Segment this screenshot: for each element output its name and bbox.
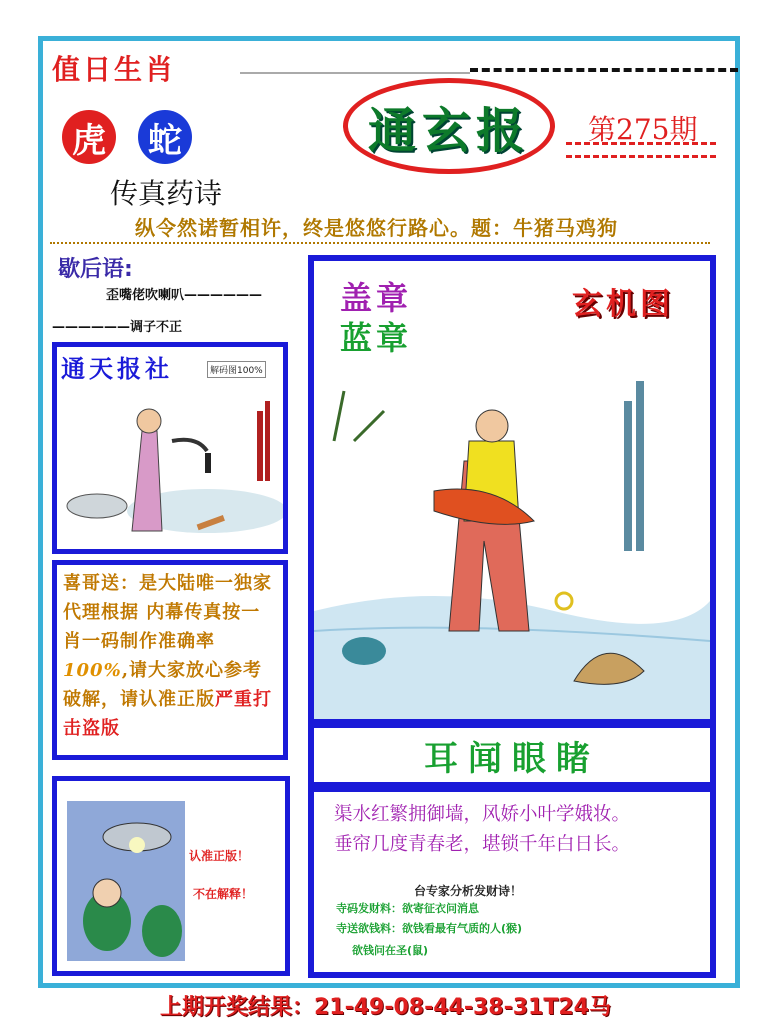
issue-number: 第275期 <box>588 113 698 146</box>
caption-box <box>308 722 716 788</box>
tongtian-tag: 解码图100% <box>207 361 266 378</box>
promo-antipiracy: 严重打击盗版 <box>63 689 272 739</box>
paper-name: 通玄报 <box>367 102 530 159</box>
poem-line-1: 渠水红繁拥御墙，风娇小叶学娥妆。 <box>334 804 631 825</box>
scholar-illustration <box>57 381 283 549</box>
promo-box <box>52 560 288 760</box>
fisherman-illustration <box>314 381 710 719</box>
fax-poem-label: 传真药诗 <box>110 177 223 210</box>
stamp-1: 盖章 <box>340 279 413 317</box>
poem-box <box>308 786 716 978</box>
warn-line2: 不在解释！ <box>193 887 254 901</box>
paper-name-oval <box>343 78 555 174</box>
promo-text-2: ,请大家放心参考破解，请认准正版 <box>63 660 262 710</box>
poem-rule <box>50 242 710 244</box>
last-result: 上期开奖结果：21-49-08-44-38-31T24马 <box>160 995 611 1020</box>
header-rule <box>240 72 470 74</box>
warn-box <box>52 776 290 976</box>
zodiac-snake: 蛇 <box>138 110 192 164</box>
dash-rule <box>470 68 738 78</box>
warn-line1: 认准正版！ <box>189 849 250 863</box>
tongtian-title: 通天报社 <box>61 354 173 383</box>
xiehouyu-line1: 歪嘴佬吹喇叭—————— <box>106 288 263 303</box>
caption: 耳闻眼睹 <box>424 738 600 779</box>
analysis-title: 台专家分析发财诗！ <box>414 884 523 898</box>
stamp-2: 蓝章 <box>340 319 413 357</box>
zodiac-tiger: 虎 <box>62 110 116 164</box>
promo-text: 喜哥送：是大陆唯一独家代理根据 内幕传真按一肖一码制作准确率 <box>63 573 272 652</box>
zodiac-title: 值日生肖 <box>52 53 177 86</box>
mystic-box <box>308 255 716 725</box>
surgeon-illustration <box>67 801 185 961</box>
analysis-line1: 寺码发财料：欲寄征衣问消息 <box>336 902 479 915</box>
mystic-title: 玄机图 <box>572 287 674 322</box>
tongtian-box <box>52 342 288 554</box>
issue-underline <box>566 142 716 158</box>
poem-line-2: 垂帘几度青春老，堪锁千年白日长。 <box>334 834 631 855</box>
promo-accuracy: 100% <box>63 660 122 681</box>
xiehouyu-label: 歇后语: <box>58 257 133 282</box>
analysis-line3: 欲钱问在圣(鼠) <box>352 944 429 957</box>
poem-line: 纵令然诺暂相许，终是悠悠行路心。题：牛猪马鸡狗 <box>135 216 618 240</box>
analysis-line2: 寺送欲钱料：欲钱看最有气质的人(猴) <box>336 922 523 935</box>
xiehouyu-line2: ——————调子不正 <box>52 320 183 335</box>
